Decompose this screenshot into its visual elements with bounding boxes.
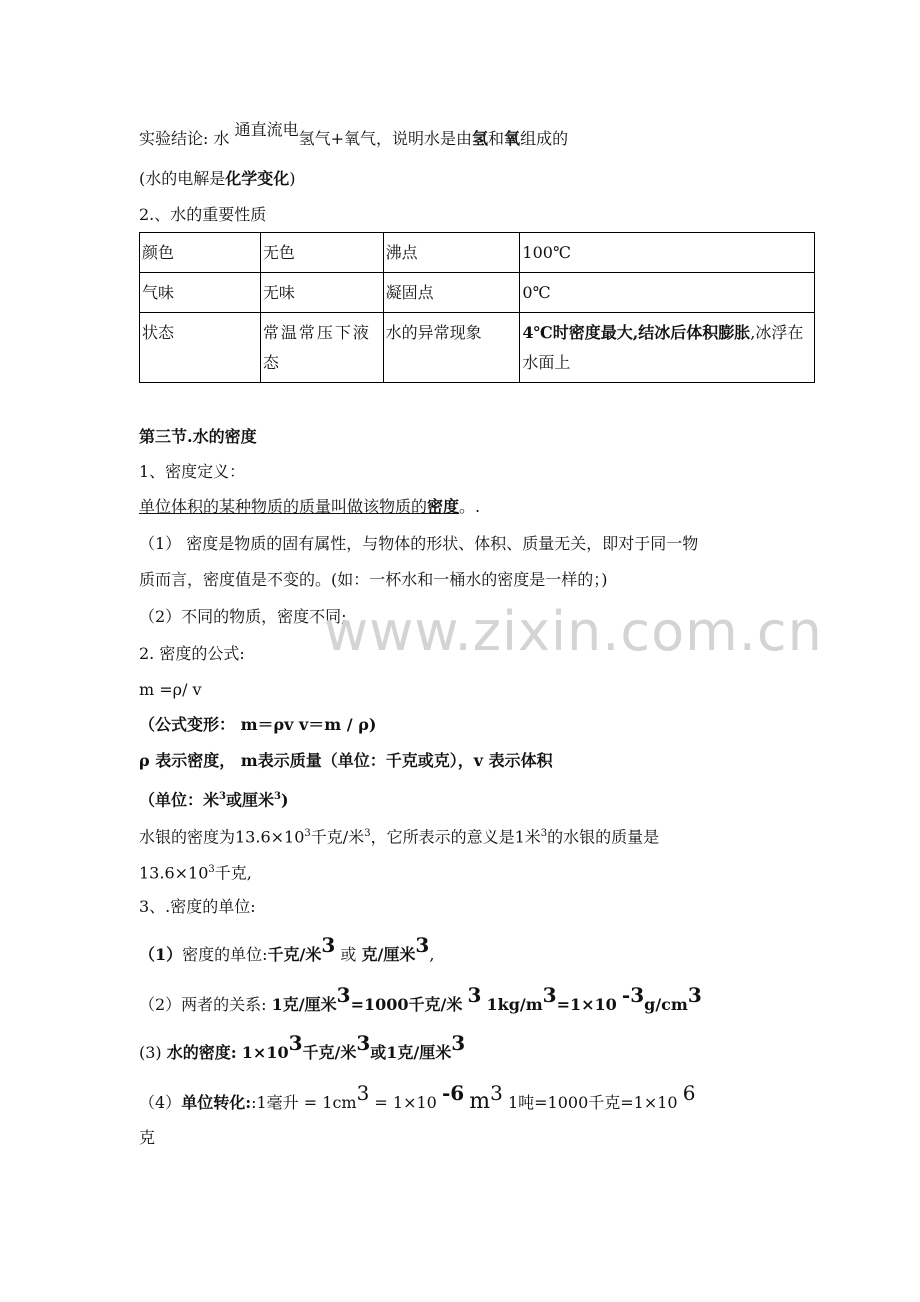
table-cell: 0℃ xyxy=(520,273,815,313)
table-cell: 颜色 xyxy=(140,233,261,273)
table-cell: 100℃ xyxy=(520,233,815,273)
exp-hydrogen: 氢 xyxy=(472,129,489,148)
formula-heading: 2. 密度的公式: xyxy=(139,644,245,663)
table-row xyxy=(140,233,815,273)
def-underlined: 单位体积的某种物质的质量叫做该物质的 xyxy=(139,497,428,516)
exponent: 3 xyxy=(415,933,430,957)
item-bold: 千克/米 xyxy=(302,1043,357,1062)
unit-or: 或厘米 xyxy=(225,790,274,810)
mercury-line-1 xyxy=(139,823,659,848)
table-cell: 状态 xyxy=(140,313,261,383)
exponent: 3 xyxy=(356,1031,371,1055)
exponent: 3 xyxy=(321,933,336,957)
item-text: , xyxy=(429,945,435,964)
mercury-line-2 xyxy=(139,859,252,884)
item-bold: 1克/厘米 xyxy=(271,995,337,1014)
item-bold: 单位转化: xyxy=(181,1093,252,1112)
exponent: 3 xyxy=(364,828,371,839)
mercury-text: 水银的密度为13.6×10 xyxy=(139,827,305,847)
anomaly-rest: ,冰浮在水面上 xyxy=(522,323,804,372)
item-bold: =1×10 xyxy=(556,995,617,1014)
exp-and: 和 xyxy=(488,129,505,148)
exponent: 3 xyxy=(540,828,548,839)
exponent: 3 xyxy=(208,864,215,875)
table-cell: 无色 xyxy=(260,233,383,273)
item-text: :1毫升 = 1cm xyxy=(251,1093,357,1112)
table-cell: 常温常压下液态 xyxy=(260,313,383,383)
exp-oxygen: 氧 xyxy=(504,129,521,148)
item-text: = 1×10 xyxy=(374,1093,437,1112)
item-text: （4） xyxy=(139,1093,182,1112)
exponent: 3 xyxy=(467,983,482,1007)
item-bold: 或1克/厘米 xyxy=(370,1043,452,1062)
mercury-text: ，它所表示的意义是1米 xyxy=(370,827,541,847)
item-text: 1吨=1000千克=1×10 xyxy=(507,1093,678,1112)
item-num: （1） xyxy=(139,945,183,964)
mercury-text: 千克, xyxy=(214,863,252,883)
exponent: 3 xyxy=(356,1081,370,1105)
watermark: www.zixin.com.cn xyxy=(324,600,823,663)
formula-variants: （公式变形： m＝ρv v＝m / ρ) xyxy=(139,715,377,734)
def-word: 密度 xyxy=(427,497,460,516)
exponent: -6 xyxy=(441,1081,465,1105)
exponent: 3 xyxy=(219,791,226,802)
unit-item-3 xyxy=(139,1031,466,1064)
item-bold: 1×10 xyxy=(241,1043,289,1062)
table-cell: 沸点 xyxy=(383,233,520,273)
table-row xyxy=(140,273,815,313)
table-row xyxy=(140,313,815,383)
item-bold: 克/厘米 xyxy=(361,945,416,964)
definition-heading: 1、密度定义： xyxy=(139,462,246,481)
definition-text xyxy=(139,496,480,518)
symbols-line: ρ 表示密度， m表示质量（单位：千克或克），v 表示体积 xyxy=(139,751,553,770)
exponent: 3 xyxy=(288,1031,303,1055)
exponent: 3 xyxy=(490,1081,503,1105)
item-text: （2）两者的关系: xyxy=(139,995,267,1014)
props-title: 2.、水的重要性质 xyxy=(139,205,267,224)
item-bold: 1kg/m xyxy=(486,995,543,1014)
exponent: 6 xyxy=(682,1081,696,1105)
units-heading: 3、.密度的单位: xyxy=(139,897,256,916)
unit-item-4-end: 克 xyxy=(139,1128,156,1147)
item-text: 或 xyxy=(340,945,357,964)
item-text: 密度的单位: xyxy=(182,945,268,964)
exponent: 3 xyxy=(451,1031,466,1055)
unit-close: ) xyxy=(280,790,289,810)
unit-line xyxy=(139,786,289,811)
experiment-conclusion xyxy=(139,120,569,150)
exponent: 3 xyxy=(274,791,281,802)
property-1b: 质而言，密度值是不变的。(如：一杯水和一桶水的密度是一样的；) xyxy=(139,570,608,589)
water-properties-table xyxy=(139,232,815,383)
note-bold: 化学变化 xyxy=(225,169,290,188)
mercury-text: 的水银的质量是 xyxy=(547,827,660,847)
mercury-text: 13.6×10 xyxy=(139,863,209,883)
table-cell: 水的异常现象 xyxy=(383,313,520,383)
anomaly-bold: 4℃时密度最大,结冰后体积膨胀 xyxy=(522,323,751,342)
electrolysis-note xyxy=(139,168,296,190)
exp-prefix: 实验结论: 水 xyxy=(139,129,230,148)
exp-products: 氢气+氧气，说明水是由 xyxy=(298,129,473,148)
section-title: 第三节.水的密度 xyxy=(139,427,257,446)
exponent: 3 xyxy=(336,983,351,1007)
exponent: 3 xyxy=(304,828,311,839)
exp-suffix: 组成的 xyxy=(520,129,569,148)
table-cell: 无味 xyxy=(260,273,383,313)
unit-text: （单位：米 xyxy=(139,790,220,810)
property-2: （2）不同的物质，密度不同; xyxy=(139,607,347,626)
formula: m =ρ/ v xyxy=(139,680,202,699)
unit-item-1 xyxy=(139,933,435,966)
table-cell: 凝固点 xyxy=(383,273,520,313)
table-cell xyxy=(520,313,815,383)
unit-item-4 xyxy=(139,1081,696,1114)
exponent: 3 xyxy=(542,983,557,1007)
table-cell: 气味 xyxy=(140,273,261,313)
item-bold: =1000千克/米 xyxy=(350,995,463,1014)
mercury-text: 千克/米 xyxy=(310,827,365,847)
property-1a: （1） 密度是物质的固有属性，与物体的形状、体积、质量无关，即对于同一物 xyxy=(139,534,699,553)
note-open: (水的电解是 xyxy=(139,169,226,188)
note-close: ) xyxy=(289,169,296,188)
exponent: -3 xyxy=(621,983,645,1007)
unit-item-2 xyxy=(139,983,702,1016)
item-bold: 水的密度: xyxy=(166,1043,237,1062)
item-bold: 千克/米 xyxy=(267,945,322,964)
item-bold: g/cm xyxy=(644,995,688,1014)
exp-condition: 通直流电 xyxy=(234,120,299,139)
item-text: (3) xyxy=(139,1043,162,1062)
item-text: m xyxy=(469,1089,491,1114)
exponent: 3 xyxy=(687,983,702,1007)
def-end: 。. xyxy=(459,497,481,516)
